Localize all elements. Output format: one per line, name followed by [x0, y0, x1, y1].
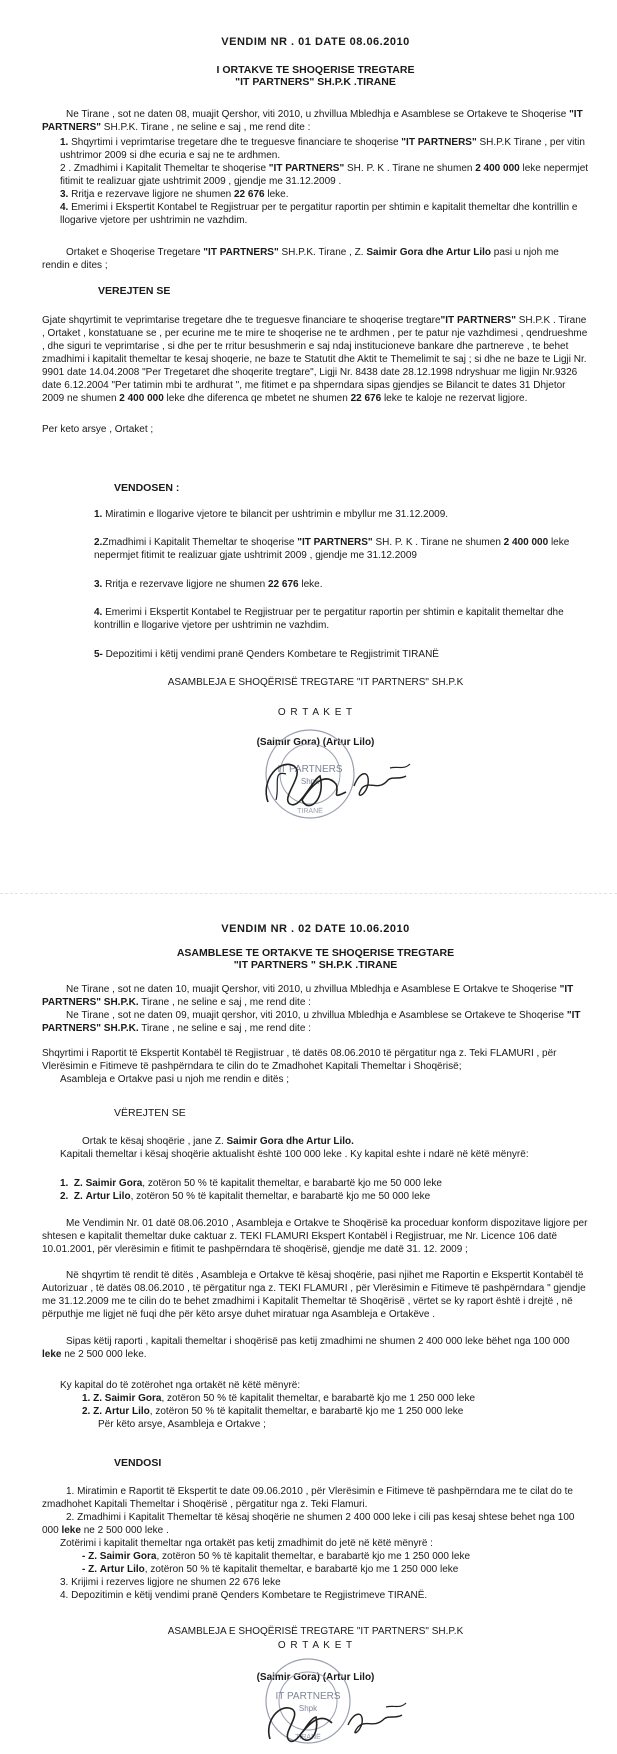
share-item: 1. Z. Saimir Gora, zotëron 50 % të kapitalit themeltar, e barabartë kjo me 1 250 000 leke [82, 1393, 476, 1404]
capital-line: Kapitali themeltar i kësaj shoqërie aktualisht është 100 000 leke . Ky kapital eshte i ndarë në këtë mënyrë: [60, 1149, 529, 1160]
share-item: 2. Z. Artur Lilo, zotëron 50 % të kapitalit themeltar, e barabartë kjo me 1 250 000 leke [82, 1406, 464, 1417]
partners-paragraph: Ortak te kësaj shoqërie , jane Z. Saimir Gora dhe Artur Lilo. Kapitali themeltar i kësaj shoqërie aktualisht është 100 000 leke . Ky kapital eshte i ndarë në këtë mënyrë: [42, 1135, 589, 1161]
agenda-list [42, 136, 589, 227]
intro-paragraph [42, 108, 589, 134]
agenda-item: 3. Rritja e rezervave ligjore ne shumen 22 676 leke. [60, 189, 289, 200]
decision-item: 4. Emerimi i Ekspertit Kontabel te Regjistruar per te pergatitur raportin per shtimin e kapitalit themeltar dhe kontrillin e llogarive vjetore per ushtrimin ne vazhdim. [94, 607, 564, 631]
agenda-item: Shqyrtimi i Raportit të Ekspertit Kontabël të Regjistruar , të datës 08.06.2010 të përgatitur nga z. Teki FLAMURI , për Vlerësimin e Fitimeve të pashpërndara te cilin do te Zmadhohet Kapitali Themeltar i Shoqërisë; [42, 1048, 557, 1072]
share-item: - Z. Artur Lilo, zotëron 50 % të kapitalit themeltar, e barabartë kjo me 1 250 000 leke [82, 1564, 459, 1575]
signers-line: (Saimir Gora) (Artur Lilo) [256, 1672, 375, 1683]
decision-title: VENDIM NR . 01 DATE 08.06.2010 [221, 36, 410, 48]
decision-reference: Me Vendimin Nr. 01 datë 08.06.2010 , Asambleja e Ortakve te Shoqërisë ka proceduar konform dispozitave ligjore per shtesen e kapitalit themeltar duke caktuar z. TEKI FLAMURI Ekspert Kontabël i Regjistruar, me Nr. Licence 106 datë 10.01.2001, për vlerësimin e fitimit te pashpërndara të shoqërisë, gjendje me datë 31. 12. 2009 ; [42, 1218, 588, 1255]
company-heading: "IT PARTNERS " SH.P.K .TIRANE [233, 959, 398, 971]
reason-line: Per keto arsye , Ortaket ; [42, 424, 154, 435]
svg-text:Shpk: Shpk [298, 1704, 318, 1713]
decision-item: 1. Miratimin e llogarive vjetore te bilancit per ushtrimin e mbyllur me 31.12.2009. [94, 509, 449, 520]
decision-list [42, 1485, 589, 1602]
new-shares-list [42, 1379, 589, 1431]
capital-increase-paragraph: Sipas këtij raporti , kapitali themeltar i shoqërisë pas ketij zmadhimi ne shumen 2 400 000 leke bëhet nga 100 000 leke ne 2 500 000 leke. [42, 1336, 570, 1360]
observations-paragraph: Gjate shqyrtimit te veprimtarise tregetare dhe te treguesve financiare te shoqerise tregtare"IT PARTNERS" SH.P.K . Tirane , Ortaket , konstatuane se , per ecurine me te mire te shoqerise ne te ardhmen , per te patur nje vazhdimesi , qendrueshme , dhe siguri te veprimtarise , si dhe per te rritur besushmerin e saj ndaj institucioneve bankare dhe partnereve , te behet zmadhimi i kapitalit themeltar te kesaj shoqerie, ne baze te Statutit dhe Aktit te Themelimit te saj ; si dhe ne baze te Ligji Nr. 9901 date 14.04.2008 "Per Tregetaret dhe shoqerite tregtare", Ligji Nr. 8438 date 28.12.1998 ndryshuar me ligjin Nr.9326 date 6.12.2004 "Per tatimin mbi te ardhurat ", me fitimet e pa shperndara sipas gjendjes se Bilancit te dates 31 Dhjetor 2009 ne shumen 2 400 000 leke dhe diferenca qe mbetet ne shumen 22 676 leke te kaloje ne rezervat ligjore. [42, 315, 588, 404]
agenda-paragraph [42, 1047, 589, 1086]
section-heading: VEREJTEN SE [98, 285, 171, 297]
decision-item: 3. Rritja e rezervave ligjore ne shumen 22 676 leke. [94, 579, 323, 590]
partners-paragraph: Ortaket e Shoqerise Tregetare "IT PARTNERS" SH.P.K. Tirane , Z. Saimir Gora dhe Artur Lilo pasi u njoh me rendin e dites ; [42, 247, 559, 271]
review-paragraph: Në shqyrtim të rendit të ditës , Asambleja e Ortakve të kësaj shoqërie, pasi njihet me Raportin e Ekspertit Kontabël të Autorizuar , të datës 08.06.2010 , të përgatitur nga z. TEKI FLAMURI , për Vlerësimin e Fitimeve të pashpërndara " gjendje me 31.12.2009 me te cilin do te behet zmadhimi i Kapitalit Themeltar të Shoqërisë , vërtet se ky raport është i drejtë , në përputhje me ligjet në fuqi dhe për këto arsye duhet miratuar nga Asambleja e Ortakëve . [42, 1270, 586, 1320]
decision-title: VENDIM NR . 02 DATE 10.06.2010 [221, 923, 410, 935]
split-intro: Ky kapital do të zotërohet nga ortakët në këtë mënyrë: [60, 1380, 301, 1391]
page-divider [0, 893, 617, 894]
svg-text:IT PARTNERS: IT PARTNERS [277, 764, 343, 775]
shares-list [42, 1177, 589, 1203]
decision-item: 2.Zmadhimi i Kapitalit Themeltar te shoqerise "IT PARTNERS" SH. P. K . Tirane ne shumen 2 400 000 leke nepermjet fitimit te realizuar gjate ushtrimit 2009 , gjendje me 31.12.2009 [94, 537, 570, 561]
section-heading: VENDOSI [114, 1457, 162, 1469]
company-name: "IT PARTNERS" [42, 109, 583, 133]
decision-heading: ASAMBLESE TE ORTAKVE TE SHOQERISE TREGTARE [176, 947, 455, 959]
svg-text:IT PARTNERS: IT PARTNERS [275, 1691, 341, 1702]
share-item: - Z. Saimir Gora, zotëron 50 % të kapitalit themeltar, e barabartë kjo me 1 250 000 leke [82, 1551, 471, 1562]
signers-line: (Saimir Gora) (Artur Lilo) [256, 737, 375, 748]
intro-text: SH.P.K. Tirane , ne seline e saj , me rend dite : [101, 122, 311, 133]
decision-item: 5- Depozitimi i këtij vendimi pranë Qenders Kombetare te Regjistrimit TIRANË [94, 649, 439, 660]
svg-text:Shpk: Shpk [300, 777, 320, 786]
decision-heading: I ORTAKVE TE SHOQERISE TREGTARE [216, 64, 415, 76]
agenda-item: 1. Shqyrtimi i veprimtarise tregetare dhe te treguesve financiare te shoqerise "IT PARTNERS" SH.P.K Tirane , per vitin ushtrimor 2009 si dhe ecuria e saj ne te ardhmen. [60, 137, 585, 161]
decision-item: 2. Zmadhimi i Kapitalit Themeltar të kësaj shoqërie ne shumen 2 400 000 leke i cili pas kesaj shtese behet nga 100 000 leke ne 2 500 000 leke . [42, 1512, 575, 1536]
partners-heading: O R T A K E T [277, 1640, 354, 1651]
handwritten-signature [250, 1685, 420, 1749]
agenda-item: 2 . Zmadhimi i Kapitalit Themeltar te shoqerise "IT PARTNERS" SH. P. K . Tirane ne shumen 2 400 000 leke nepermjet fitimit te realizuar gjate ushtrimit 2009 , gjendje me 31.12.2009 . [60, 163, 589, 187]
partners-heading: O R T A K E T [277, 707, 354, 718]
assembly-intro: Asambleja e Ortakve pasi u njoh me rendin e ditës ; [60, 1074, 290, 1085]
intro-paragraph: Ne Tirane , sot ne daten 10, muajit Qershor, viti 2010, u zhvillua Mbledhja e Asamblese E Ortakve te Shoqerise "IT PARTNERS" SH.P.K. Tirane , ne seline e saj , me rend dite : Ne Tirane , sot ne daten 09, muajit qershor, viti 2010, u zhvillua Mbledhja e Asamblese se Ortakeve te Shoqerise "IT PARTNERS" SH.P.K. Tirane , ne seline e saj , me rend dite : [42, 984, 581, 1034]
agenda-item: 4. Emerimi i Ekspertit Kontabel te Regjistruar per te pergatitur raportin per shtimin e kapitalit themeltar dhe kontrillin e llogarive vjetore per ushtrimin ne vazhdim. [60, 202, 578, 226]
decision-document-2 [0, 895, 617, 1754]
company-heading: "IT PARTNERS" SH.P.K .TIRANE [235, 76, 396, 88]
section-heading: VËREJTEN SE [114, 1107, 186, 1119]
decision-item: 3. Krijimi i rezerves ligjore ne shumen 22 676 leke [60, 1577, 281, 1588]
share-item: 2. Z. Artur Lilo, zotëron 50 % të kapitalit themeltar, e barabartë kjo me 50 000 leke [60, 1191, 431, 1202]
section-heading: VENDOSEN : [114, 482, 180, 494]
assembly-line: ASAMBLEJA E SHOQËRISË TREGTARE "IT PARTNERS" SH.P.K [167, 1626, 464, 1637]
decision-item: 4. Depozitimin e këtij vendimi pranë Qenders Kombetare te Regjistrimeve TIRANË. [60, 1590, 428, 1601]
svg-text:TIRANË: TIRANË [295, 1734, 321, 1741]
assembly-line: ASAMBLEJA E SHOQËRISË TREGTARE "IT PARTNERS" SH.P.K [167, 677, 464, 688]
share-item: 1. Z. Saimir Gora, zotëron 50 % të kapitalit themeltar, e barabartë kjo me 50 000 leke [60, 1178, 442, 1189]
decision-item: 1. Miratimin e Raportit të Ekspertit te date 09.06.2010 , për Vlerësimin e Fitimeve të pashpërndara me te cilat do te zmadhohet Kapitali Themeltar i Shoqërisë , përgatitur nga z. Teki Flamuri. [42, 1486, 573, 1510]
svg-text:TIRANË: TIRANË [297, 808, 323, 815]
handwritten-signature [250, 740, 420, 820]
intro-text: Ne Tirane , sot ne daten 08, muajit Qershor, viti 2010, u zhvillua Mbledhja e Asamblese se Ortakeve te Shoqerise [66, 109, 570, 120]
split-intro: Zotërimi i kapitalit themeltar nga ortakët pas ketij zmadhimit do jetë në këtë mënyrë : [60, 1538, 433, 1549]
decision-list [42, 508, 589, 521]
reason-line: Për këto arsye, Asambleja e Ortakve ; [98, 1419, 266, 1430]
